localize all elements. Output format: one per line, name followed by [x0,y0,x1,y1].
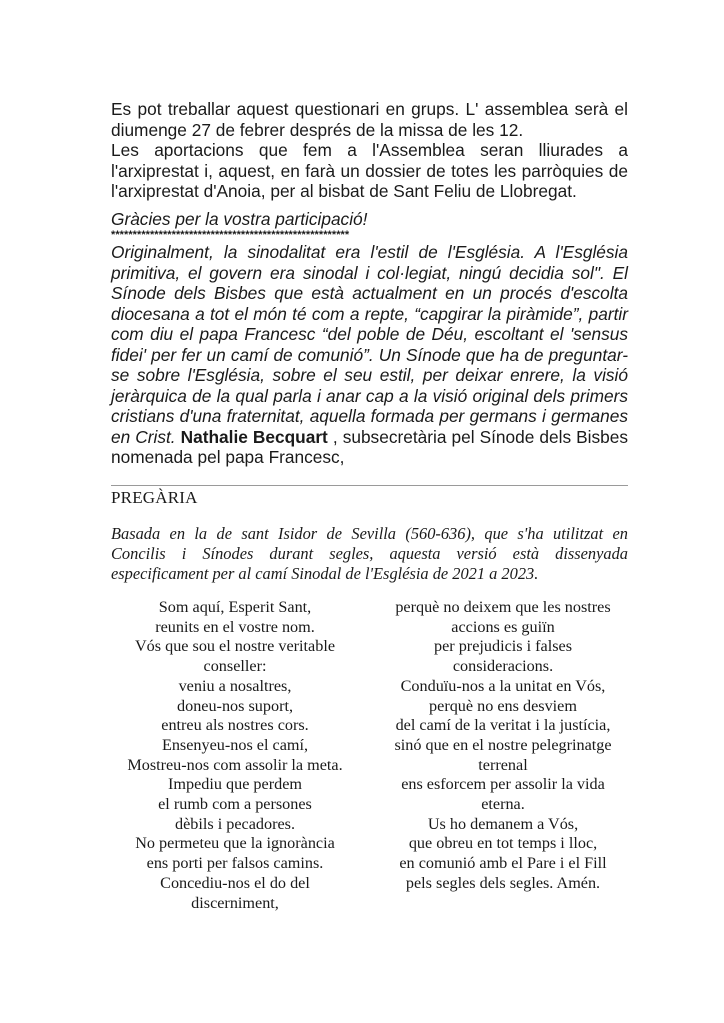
quote-line: Originalment, la sinodalitat era l'estil de l'Església. A l'Església [111,242,628,262]
prayer-line: en comunió amb el Pare i el Fill [399,854,607,873]
prayer-line: veniu a nosaltres, [178,676,292,695]
prayer-line: pels segles dels segles. Amén. [405,873,601,892]
quote-attribution-prefix: en Crist. [111,426,176,447]
prayer-line: que obreu en tot temps i lloc, [408,834,598,853]
quote-author-role: , subsecretària pel Sínode dels Bisbes [332,426,628,447]
prayer-intro-line: especificament per al camí Sinodal de l'Església de 2021 a 2023. [111,564,539,583]
quote-line: fidei' per fer un camí de comunió”. Un Sínode que ha de preguntar- [111,344,628,365]
prayer-line: terrenal [478,755,528,774]
prayer-heading: PREGÀRIA [111,488,198,507]
prayer-line: dèbils i pecadores. [174,814,295,833]
prayer-intro [111,524,628,584]
notice-line: l'arxiprestat i, aquest, en farà un dossier de totes les parròquies de [111,160,628,181]
prayer-line: sinó que en el nostre pelegrinatge [394,735,612,754]
prayer-line: consideracions. [452,657,554,676]
prayer-line: ens esforcem per assolir la vida [401,775,605,794]
quote-closing-line: nomenada pel papa Francesc, [111,447,345,467]
notice-line: Les aportacions que fem a l'Assemblea seran lliurades a [111,140,628,160]
quote-line: cristians d'una fraternitat, aquella formada per germans i germanes [111,406,628,426]
prayer-line: per prejudicis i falses [434,637,572,656]
prayer-line: del camí de la veritat i la justícia, [395,716,611,735]
thanks-text [111,209,628,230]
quote-paragraph [111,242,628,468]
prayer-line: Mostreu-nos com assolir la meta. [127,755,343,774]
notice-line: l'arxiprestat d'Anoia, per al bisbat de Sant Feliu de Llobregat. [111,181,577,201]
prayer-line: perquè no deixem que les nostres [395,598,611,616]
prayer-line: discerniment, [191,893,279,912]
prayer-line: entreu als nostres cors. [161,716,309,735]
prayer-line: Som aquí, Esperit Sant, [158,598,312,616]
thanks-line: Gràcies per la vostra participació! [111,209,368,229]
prayer-line: ens porti per falsos camins. [146,854,324,873]
prayer-line: conseller: [203,657,267,676]
quote-author: Nathalie Becquart [180,426,328,447]
section-divider [111,485,628,486]
quote-attribution-line [111,427,628,448]
prayer-intro-line: Basada en la de sant Isidor de Sevilla (560-636), que s'ha utilitzat en [111,524,628,543]
notice-line: diumenge 27 de febrer després de la missa de les 12. [111,119,524,140]
prayer-line: No permeteu que la ignorància [135,834,335,853]
quote-line: diocesana a tot el món té com a repte, “capgirar la piràmide”, partir [111,303,628,324]
prayer-line: Impediu que perdem [168,775,302,794]
prayer-line: accions es guiïn [451,617,555,636]
notice-paragraph [111,99,628,202]
prayer-right-column [378,598,628,894]
quote-line: se sobre l'Església, sobre el seu estil, per deixar enrere, la visió [111,365,628,385]
prayer-line: Conduïu-nos a la unitat en Vós, [400,676,606,695]
prayer-line: perquè no ens desviem [429,696,577,715]
prayer-line: reunits en el vostre nom. [155,617,315,636]
prayer-line: Vós que sou el nostre veritable [134,637,336,656]
prayer-left-column [110,598,360,913]
prayer-line: Concediu-nos el do del [160,873,310,892]
prayer-line: Ensenyeu-nos el camí, [161,735,309,754]
quote-line: Sínode dels Bisbes que està actualment en un procés d'escolta [111,283,628,303]
prayer-line: el rumb com a persones [158,795,312,814]
prayer-intro-line: Concilis i Sínodes durant segles, aquesta versió està dissenyada [111,544,628,563]
prayer-line: Us ho demanem a Vós, [427,814,579,833]
quote-line: jeràrquica de la qual parla i anar cap a la visió original dels primers [111,385,628,406]
separator-line: ******************************************************* [111,229,350,241]
asterisk-separator [111,229,628,241]
quote-line: primitiva, el govern era sinodal i col·legiat, ningú decidia sol". El [111,262,628,283]
quote-line: com diu el papa Francesc “del poble de Déu, escoltant el 'sensus [111,324,628,344]
notice-line: Es pot treballar aquest questionari en grups. L' assemblea serà el [111,99,628,119]
prayer-line: doneu-nos suport, [177,696,293,715]
prayer-line: eterna. [481,795,525,814]
